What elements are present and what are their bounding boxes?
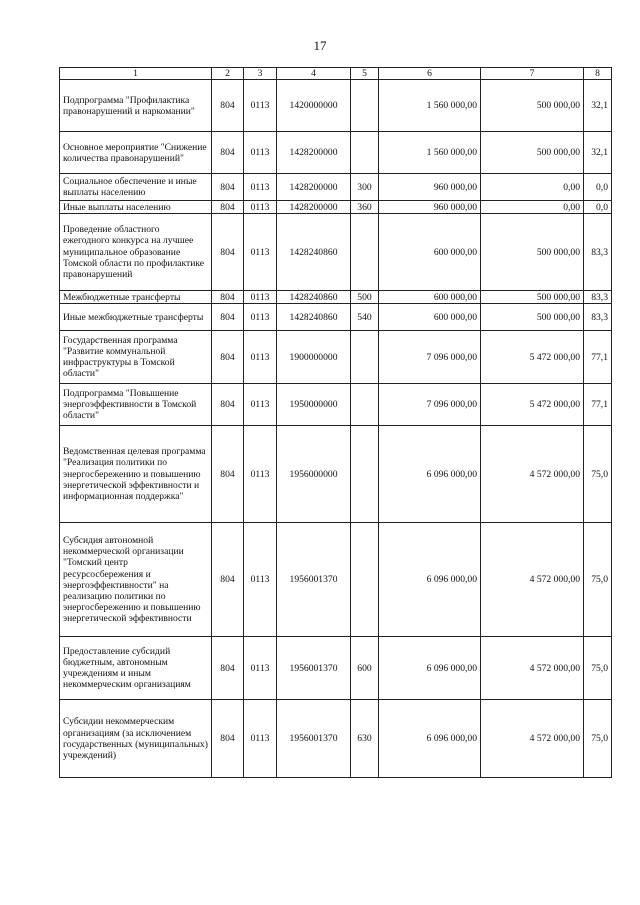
row-actual-cell: 4 572 000,00 [481, 637, 584, 700]
row-name-cell: Иные межбюджетные трансферты [60, 304, 212, 331]
row-actual-cell: 4 572 000,00 [481, 700, 584, 778]
page-number: 17 [313, 38, 327, 53]
row-kvr-cell: 360 [351, 201, 379, 214]
row-target-cell: 1420000000 [277, 80, 351, 132]
row-kvr-cell: 630 [351, 700, 379, 778]
table-header-row [60, 68, 612, 80]
row-section-cell: 0113 [244, 637, 277, 700]
row-percent-cell: 77,1 [584, 331, 612, 384]
budget-table [59, 67, 612, 778]
row-percent-cell: 83,3 [584, 291, 612, 304]
row-actual-cell: 500 000,00 [481, 132, 584, 174]
row-percent-cell: 0,0 [584, 174, 612, 201]
table-row [60, 637, 612, 700]
row-section-cell: 0113 [244, 214, 277, 291]
column-header: 4 [277, 68, 351, 80]
row-actual-cell: 0,00 [481, 201, 584, 214]
column-header: 3 [244, 68, 277, 80]
row-name-cell: Государственная программа "Развитие коммунальной инфраструктуры в Томской области" [60, 331, 212, 384]
row-name-cell: Основное мероприятие "Снижение количества правонарушений" [60, 132, 212, 174]
column-header: 1 [60, 68, 212, 80]
row-name-cell: Субсидии некоммерческим организациям (за исключением государственных (муниципальных) учреждений) [60, 700, 212, 778]
table-row [60, 523, 612, 637]
row-plan-cell: 7 096 000,00 [379, 331, 481, 384]
row-grbs-cell: 804 [212, 304, 244, 331]
row-grbs-cell: 804 [212, 700, 244, 778]
column-header: 7 [481, 68, 584, 80]
row-grbs-cell: 804 [212, 214, 244, 291]
table-row [60, 291, 612, 304]
row-section-cell: 0113 [244, 304, 277, 331]
row-kvr-cell [351, 384, 379, 426]
row-kvr-cell [351, 214, 379, 291]
row-grbs-cell: 804 [212, 201, 244, 214]
row-name-cell: Субсидия автономной некоммерческой организации "Томский центр ресурсосбережения и энергоэффективности" на реализацию политики по энергосбережению и повышению энергетической эффективности [60, 523, 212, 637]
row-name-cell: Предоставление субсидий бюджетным, автономным учреждениям и иным некоммерческим организациям [60, 637, 212, 700]
row-grbs-cell: 804 [212, 291, 244, 304]
row-percent-cell: 77,1 [584, 384, 612, 426]
row-actual-cell: 0,00 [481, 174, 584, 201]
row-plan-cell: 1 560 000,00 [379, 132, 481, 174]
table-row [60, 384, 612, 426]
table-row [60, 80, 612, 132]
row-percent-cell: 75,0 [584, 523, 612, 637]
row-target-cell: 1950000000 [277, 384, 351, 426]
row-name-cell: Межбюджетные трансферты [60, 291, 212, 304]
row-kvr-cell: 500 [351, 291, 379, 304]
row-kvr-cell: 600 [351, 637, 379, 700]
row-section-cell: 0113 [244, 132, 277, 174]
row-target-cell: 1956000000 [277, 426, 351, 523]
row-target-cell: 1428240860 [277, 291, 351, 304]
row-actual-cell: 4 572 000,00 [481, 523, 584, 637]
row-name-cell: Ведомственная целевая программа "Реализация политики по энергосбережению и повышению энергетической эффективности и информационная поддержка" [60, 426, 212, 523]
row-kvr-cell: 540 [351, 304, 379, 331]
column-header: 6 [379, 68, 481, 80]
row-grbs-cell: 804 [212, 384, 244, 426]
row-section-cell: 0113 [244, 201, 277, 214]
row-plan-cell: 960 000,00 [379, 201, 481, 214]
row-section-cell: 0113 [244, 523, 277, 637]
row-target-cell: 1900000000 [277, 331, 351, 384]
row-percent-cell: 75,0 [584, 426, 612, 523]
row-plan-cell: 6 096 000,00 [379, 523, 481, 637]
table-body [60, 80, 612, 778]
column-header: 5 [351, 68, 379, 80]
row-kvr-cell [351, 80, 379, 132]
row-section-cell: 0113 [244, 426, 277, 523]
row-name-cell: Проведение областного ежегодного конкурса на лучшее муниципальное образование Томской области по профилактике правонарушений [60, 214, 212, 291]
row-target-cell: 1956001370 [277, 700, 351, 778]
row-plan-cell: 600 000,00 [379, 214, 481, 291]
row-plan-cell: 600 000,00 [379, 291, 481, 304]
row-grbs-cell: 804 [212, 426, 244, 523]
row-actual-cell: 5 472 000,00 [481, 331, 584, 384]
row-plan-cell: 600 000,00 [379, 304, 481, 331]
row-percent-cell: 83,3 [584, 304, 612, 331]
row-plan-cell: 6 096 000,00 [379, 426, 481, 523]
row-target-cell: 1428200000 [277, 201, 351, 214]
row-percent-cell: 32,1 [584, 80, 612, 132]
table-row [60, 132, 612, 174]
row-target-cell: 1428200000 [277, 174, 351, 201]
row-section-cell: 0113 [244, 384, 277, 426]
row-kvr-cell [351, 523, 379, 637]
row-section-cell: 0113 [244, 80, 277, 132]
table-row [60, 304, 612, 331]
row-name-cell: Иные выплаты населению [60, 201, 212, 214]
row-actual-cell: 4 572 000,00 [481, 426, 584, 523]
table-row [60, 700, 612, 778]
column-header: 8 [584, 68, 612, 80]
row-target-cell: 1428240860 [277, 304, 351, 331]
row-percent-cell: 0,0 [584, 201, 612, 214]
row-target-cell: 1956001370 [277, 637, 351, 700]
row-kvr-cell [351, 331, 379, 384]
row-section-cell: 0113 [244, 700, 277, 778]
row-grbs-cell: 804 [212, 80, 244, 132]
row-name-cell: Подпрограмма "Повышение энергоэффективности в Томской области" [60, 384, 212, 426]
row-percent-cell: 75,0 [584, 700, 612, 778]
table-row [60, 214, 612, 291]
row-target-cell: 1428200000 [277, 132, 351, 174]
row-actual-cell: 500 000,00 [481, 291, 584, 304]
row-actual-cell: 500 000,00 [481, 80, 584, 132]
row-percent-cell: 32,1 [584, 132, 612, 174]
row-section-cell: 0113 [244, 174, 277, 201]
row-plan-cell: 6 096 000,00 [379, 700, 481, 778]
table-row [60, 201, 612, 214]
table-row [60, 174, 612, 201]
row-plan-cell: 1 560 000,00 [379, 80, 481, 132]
row-actual-cell: 500 000,00 [481, 214, 584, 291]
row-kvr-cell: 300 [351, 174, 379, 201]
row-percent-cell: 83,3 [584, 214, 612, 291]
table-row [60, 331, 612, 384]
row-plan-cell: 6 096 000,00 [379, 637, 481, 700]
row-plan-cell: 960 000,00 [379, 174, 481, 201]
row-grbs-cell: 804 [212, 523, 244, 637]
row-grbs-cell: 804 [212, 637, 244, 700]
row-kvr-cell [351, 132, 379, 174]
row-target-cell: 1956001370 [277, 523, 351, 637]
row-section-cell: 0113 [244, 331, 277, 384]
row-name-cell: Подпрограмма "Профилактика правонарушений и наркомании" [60, 80, 212, 132]
row-grbs-cell: 804 [212, 174, 244, 201]
row-percent-cell: 75,0 [584, 637, 612, 700]
row-actual-cell: 500 000,00 [481, 304, 584, 331]
row-grbs-cell: 804 [212, 331, 244, 384]
row-grbs-cell: 804 [212, 132, 244, 174]
row-target-cell: 1428240860 [277, 214, 351, 291]
table-row [60, 426, 612, 523]
row-actual-cell: 5 472 000,00 [481, 384, 584, 426]
column-header: 2 [212, 68, 244, 80]
row-plan-cell: 7 096 000,00 [379, 384, 481, 426]
row-kvr-cell [351, 426, 379, 523]
row-name-cell: Социальное обеспечение и иные выплаты населению [60, 174, 212, 201]
row-section-cell: 0113 [244, 291, 277, 304]
